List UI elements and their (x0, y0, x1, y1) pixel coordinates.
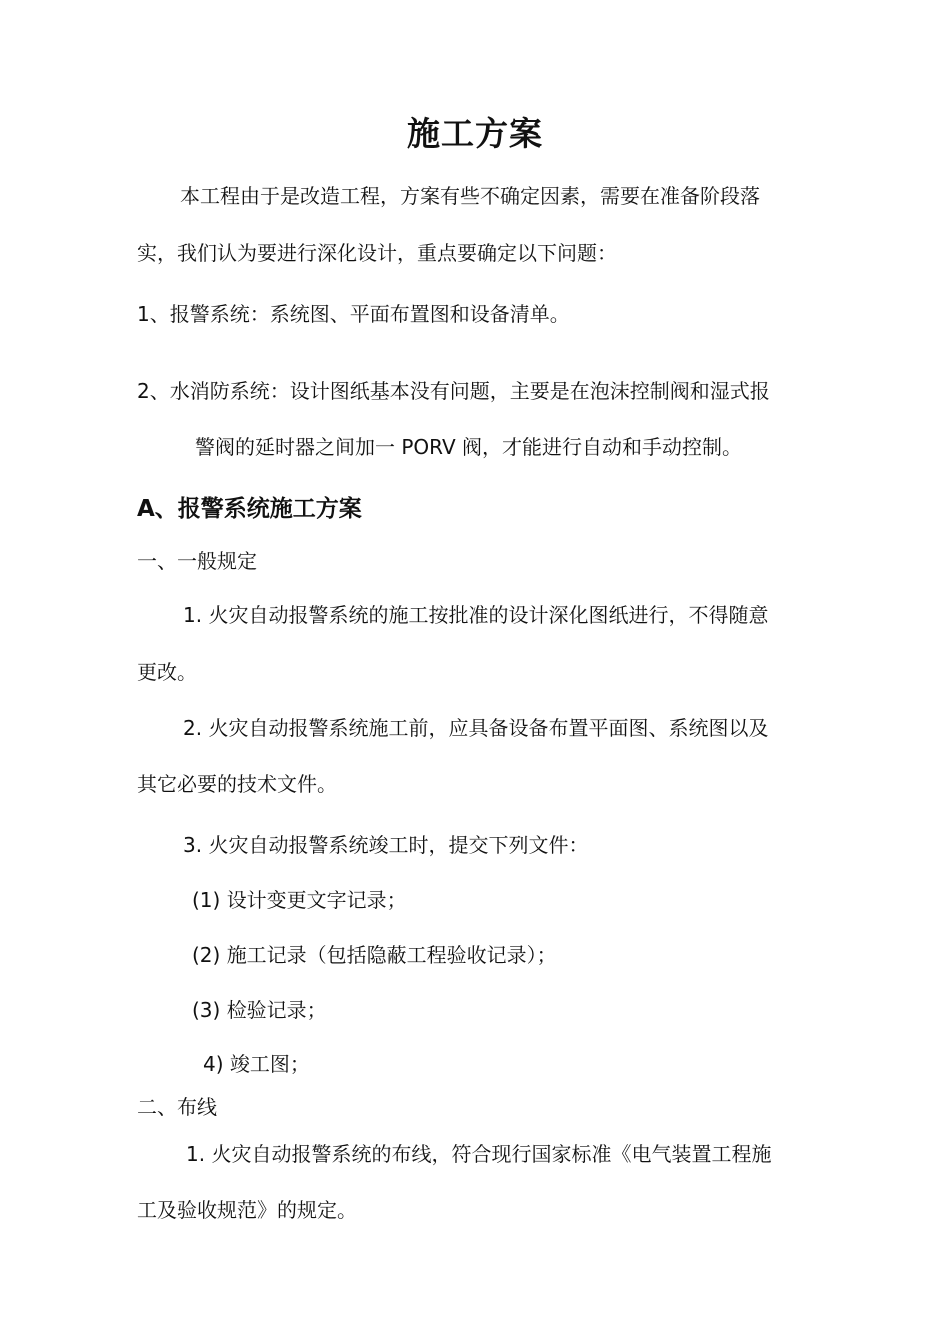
rule-item-1-line-1: 1. 火灾自动报警系统的施工按批准的设计深化图纸进行，不得随意 (183, 603, 769, 627)
rule-item-3: 3. 火灾自动报警系统竣工时，提交下列文件： (183, 833, 589, 857)
document-list-item-3: (3) 检验记录； (192, 998, 327, 1022)
section-heading-a: A、报警系统施工方案 (137, 496, 362, 522)
rule-item-1-line-2: 更改。 (137, 660, 197, 684)
issue-item-2-line-2: 警阀的延时器之间加一 PORV 阀，才能进行自动和手动控制。 (195, 435, 743, 459)
subheading-wiring: 二、布线 (137, 1095, 217, 1119)
rule-item-2-line-2: 其它必要的技术文件。 (137, 772, 337, 796)
document-list-item-4: 4) 竣工图； (203, 1052, 310, 1076)
wiring-item-1-line-2: 工及验收规范》的规定。 (137, 1198, 357, 1222)
intro-paragraph-line-1: 本工程由于是改造工程，方案有些不确定因素，需要在准备阶段落 (180, 184, 760, 208)
document-list-item-1: (1) 设计变更文字记录； (192, 888, 407, 912)
wiring-item-1-line-1: 1. 火灾自动报警系统的布线，符合现行国家标准《电气装置工程施 (186, 1142, 772, 1166)
issue-item-1: 1、报警系统：系统图、平面布置图和设备清单。 (137, 302, 570, 326)
issue-item-2-line-1: 2、水消防系统：设计图纸基本没有问题，主要是在泡沫控制阀和湿式报 (137, 379, 770, 403)
document-list-item-2: (2) 施工记录（包括隐蔽工程验收记录）； (192, 943, 557, 967)
intro-paragraph-line-2: 实，我们认为要进行深化设计，重点要确定以下问题： (137, 241, 617, 265)
rule-item-2-line-1: 2. 火灾自动报警系统施工前，应具备设备布置平面图、系统图以及 (183, 716, 769, 740)
page-title: 施工方案 (407, 114, 543, 153)
subheading-general-rules: 一、一般规定 (137, 549, 257, 573)
